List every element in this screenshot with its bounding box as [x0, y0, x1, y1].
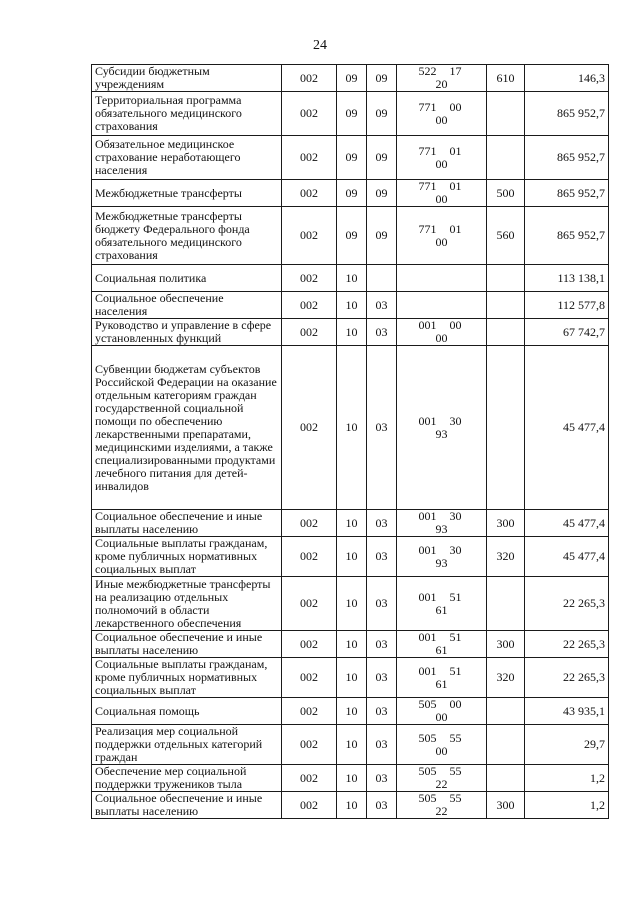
csr-cell: [397, 92, 487, 136]
csr-cell: [397, 658, 487, 698]
pr-cell: 09: [367, 207, 397, 265]
csr-code-part: 22: [435, 804, 448, 818]
row-name-cell: Социальное обеспечение и иные выплаты населению: [92, 510, 282, 537]
csr-code-part: 00: [435, 192, 448, 206]
table-row: [92, 510, 609, 537]
csr-cell: [397, 510, 487, 537]
vr-cell: [487, 725, 525, 765]
ved-cell: 002: [282, 510, 337, 537]
csr-code-part: 20: [435, 77, 448, 91]
ved-cell: 002: [282, 765, 337, 792]
csr-cell: [397, 631, 487, 658]
ved-cell: 002: [282, 92, 337, 136]
csr-code-part: 51: [449, 630, 462, 644]
vr-cell: 560: [487, 207, 525, 265]
pr-cell: 09: [367, 65, 397, 92]
table-row: [92, 346, 609, 510]
rz-cell: 10: [337, 698, 367, 725]
csr-code-part: 771: [418, 221, 437, 236]
table-row: [92, 658, 609, 698]
ved-cell: 002: [282, 265, 337, 292]
ved-cell: 002: [282, 631, 337, 658]
sum-cell: 112 577,8: [525, 292, 609, 319]
csr-code-part: 001: [418, 589, 437, 604]
table-row: [92, 725, 609, 765]
pr-cell: 03: [367, 577, 397, 631]
sum-cell: 865 952,7: [525, 207, 609, 265]
csr-code-part: 55: [449, 791, 462, 805]
csr-code-part: 93: [435, 426, 448, 441]
csr-code-part: 771: [418, 99, 437, 114]
row-name-cell: Иные межбюджетные трансферты на реализацию отдельных полномочий в области лекарственного обеспечения: [92, 577, 282, 631]
row-name-cell: Социальные выплаты гражданам, кроме публичных нормативных социальных выплат: [92, 537, 282, 577]
vr-cell: [487, 346, 525, 510]
csr-code-part: 00: [435, 156, 448, 171]
vr-cell: 610: [487, 65, 525, 92]
pr-cell: 03: [367, 631, 397, 658]
rz-cell: 10: [337, 725, 367, 765]
rz-cell: 10: [337, 292, 367, 319]
vr-cell: [487, 292, 525, 319]
pr-cell: [367, 265, 397, 292]
csr-code-part: 93: [435, 555, 448, 570]
row-name-cell: Субсидии бюджетным учреждениям: [92, 65, 282, 92]
vr-cell: 320: [487, 658, 525, 698]
csr-code-part: 505: [418, 730, 437, 745]
table-row: [92, 265, 609, 292]
pr-cell: 03: [367, 792, 397, 819]
table-row: [92, 207, 609, 265]
vr-cell: 300: [487, 510, 525, 537]
csr-code-part: 51: [449, 589, 462, 604]
table-row: [92, 92, 609, 136]
sum-cell: 865 952,7: [525, 136, 609, 180]
table-row: [92, 792, 609, 819]
csr-code-part: 01: [449, 179, 462, 193]
rz-cell: 09: [337, 180, 367, 207]
ved-cell: 002: [282, 577, 337, 631]
vr-cell: [487, 698, 525, 725]
sum-cell: 45 477,4: [525, 510, 609, 537]
csr-cell: [397, 207, 487, 265]
csr-code-part: 771: [418, 179, 437, 193]
table-row: [92, 698, 609, 725]
csr-code-part: 93: [435, 522, 448, 536]
ved-cell: 002: [282, 658, 337, 698]
vr-cell: [487, 577, 525, 631]
csr-code-part: 30: [449, 542, 462, 557]
pr-cell: 03: [367, 537, 397, 577]
csr-cell: [397, 792, 487, 819]
csr-cell: [397, 319, 487, 346]
vr-cell: 300: [487, 792, 525, 819]
ved-cell: 002: [282, 65, 337, 92]
table-row: [92, 765, 609, 792]
pr-cell: 03: [367, 698, 397, 725]
csr-code-part: 001: [418, 663, 437, 678]
pr-cell: 09: [367, 92, 397, 136]
table-row: [92, 537, 609, 577]
csr-code-part: 17: [449, 64, 462, 78]
csr-code-part: 771: [418, 143, 437, 158]
sum-cell: 146,3: [525, 65, 609, 92]
csr-code-part: 00: [449, 99, 462, 114]
vr-cell: 300: [487, 631, 525, 658]
sum-cell: 67 742,7: [525, 319, 609, 346]
rz-cell: 10: [337, 265, 367, 292]
ved-cell: 002: [282, 537, 337, 577]
csr-code-part: 505: [418, 764, 437, 778]
csr-code-part: 55: [449, 764, 462, 778]
row-name-cell: Социальные выплаты гражданам, кроме публичных нормативных социальных выплат: [92, 658, 282, 698]
rz-cell: 10: [337, 537, 367, 577]
csr-cell: [397, 292, 487, 319]
row-name-cell: Межбюджетные трансферты: [92, 180, 282, 207]
ved-cell: 002: [282, 698, 337, 725]
csr-code-part: 00: [435, 710, 448, 724]
csr-code-part: 522: [418, 64, 437, 78]
row-name-cell: Социальное обеспечение населения: [92, 292, 282, 319]
table-row: [92, 631, 609, 658]
csr-code-part: 505: [418, 791, 437, 805]
vr-cell: [487, 136, 525, 180]
rz-cell: 10: [337, 765, 367, 792]
row-name-cell: Обязательное медицинское страхование неработающего населения: [92, 136, 282, 180]
rz-cell: 09: [337, 92, 367, 136]
sum-cell: 22 265,3: [525, 658, 609, 698]
csr-code-part: 505: [418, 697, 437, 711]
row-name-cell: Территориальная программа обязательного медицинского страхования: [92, 92, 282, 136]
rz-cell: 09: [337, 207, 367, 265]
csr-code-part: 01: [449, 143, 462, 158]
csr-cell: [397, 725, 487, 765]
csr-code-part: 001: [418, 509, 437, 523]
ved-cell: 002: [282, 207, 337, 265]
pr-cell: 09: [367, 136, 397, 180]
ved-cell: 002: [282, 180, 337, 207]
rz-cell: 10: [337, 658, 367, 698]
vr-cell: 320: [487, 537, 525, 577]
sum-cell: 22 265,3: [525, 577, 609, 631]
csr-cell: [397, 698, 487, 725]
vr-cell: [487, 765, 525, 792]
csr-cell: [397, 136, 487, 180]
vr-cell: [487, 92, 525, 136]
csr-code-part: 55: [449, 730, 462, 745]
row-name-cell: Социальная помощь: [92, 698, 282, 725]
csr-code-part: 00: [435, 234, 448, 249]
row-name-cell: Реализация мер социальной поддержки отдельных категорий граждан: [92, 725, 282, 765]
row-name-cell: Субвенции бюджетам субъектов Российской Федерации на оказание отдельным категориям граждан государственной социальной помощи по обеспечению лекарственными препаратами, медицинскими изделиями, а также специализированными продуктами лечебного питания для детей-инвалидов: [92, 346, 282, 510]
table-row: [92, 292, 609, 319]
pr-cell: 03: [367, 725, 397, 765]
row-name-cell: Межбюджетные трансферты бюджету Федерального фонда обязательного медицинского страхования: [92, 207, 282, 265]
pr-cell: 03: [367, 658, 397, 698]
csr-code-part: 61: [435, 602, 448, 617]
ved-cell: 002: [282, 792, 337, 819]
table-row: [92, 180, 609, 207]
pr-cell: 03: [367, 510, 397, 537]
pr-cell: 09: [367, 180, 397, 207]
csr-code-part: 01: [449, 221, 462, 236]
csr-cell: [397, 577, 487, 631]
table-row: [92, 577, 609, 631]
rz-cell: 09: [337, 65, 367, 92]
csr-code-part: 00: [435, 743, 448, 758]
csr-code-part: 001: [418, 318, 437, 332]
vr-cell: [487, 265, 525, 292]
pr-cell: 03: [367, 319, 397, 346]
csr-cell: [397, 537, 487, 577]
rz-cell: 10: [337, 510, 367, 537]
row-name-cell: Социальное обеспечение и иные выплаты населению: [92, 792, 282, 819]
csr-code-part: 001: [418, 542, 437, 557]
csr-cell: [397, 265, 487, 292]
csr-cell: [397, 65, 487, 92]
table-row: [92, 136, 609, 180]
csr-code-part: 30: [449, 413, 462, 428]
rz-cell: 10: [337, 792, 367, 819]
ved-cell: 002: [282, 292, 337, 319]
rz-cell: 10: [337, 631, 367, 658]
sum-cell: 865 952,7: [525, 180, 609, 207]
sum-cell: 1,2: [525, 792, 609, 819]
csr-code-part: 22: [435, 777, 448, 791]
ved-cell: 002: [282, 725, 337, 765]
sum-cell: 1,2: [525, 765, 609, 792]
table-row: [92, 65, 609, 92]
csr-code-part: 00: [449, 318, 462, 332]
rz-cell: 09: [337, 136, 367, 180]
row-name-cell: Социальная политика: [92, 265, 282, 292]
csr-cell: [397, 180, 487, 207]
rz-cell: 10: [337, 346, 367, 510]
ved-cell: 002: [282, 136, 337, 180]
sum-cell: 45 477,4: [525, 346, 609, 510]
ved-cell: 002: [282, 346, 337, 510]
sum-cell: 865 952,7: [525, 92, 609, 136]
row-name-cell: Руководство и управление в сфере установленных функций: [92, 319, 282, 346]
sum-cell: 113 138,1: [525, 265, 609, 292]
sum-cell: 22 265,3: [525, 631, 609, 658]
csr-code-part: 00: [435, 112, 448, 127]
rz-cell: 10: [337, 577, 367, 631]
csr-code-part: 51: [449, 663, 462, 678]
vr-cell: [487, 319, 525, 346]
vr-cell: 500: [487, 180, 525, 207]
page-number: 24: [313, 38, 327, 53]
csr-code-part: 61: [435, 676, 448, 691]
pr-cell: 03: [367, 292, 397, 319]
row-name-cell: Обеспечение мер социальной поддержки тружеников тыла: [92, 765, 282, 792]
row-name-cell: Социальное обеспечение и иные выплаты населению: [92, 631, 282, 658]
csr-code-part: 001: [418, 630, 437, 644]
csr-code-part: 30: [449, 509, 462, 523]
table-body: [92, 65, 609, 819]
pr-cell: 03: [367, 765, 397, 792]
csr-code-part: 00: [449, 697, 462, 711]
csr-cell: [397, 765, 487, 792]
sum-cell: 45 477,4: [525, 537, 609, 577]
csr-code-part: 00: [435, 331, 448, 345]
csr-code-part: 61: [435, 643, 448, 657]
pr-cell: 03: [367, 346, 397, 510]
csr-cell: [397, 346, 487, 510]
csr-code-part: 001: [418, 413, 437, 428]
budget-table: [91, 64, 609, 819]
sum-cell: 43 935,1: [525, 698, 609, 725]
sum-cell: 29,7: [525, 725, 609, 765]
rz-cell: 10: [337, 319, 367, 346]
ved-cell: 002: [282, 319, 337, 346]
table-row: [92, 319, 609, 346]
